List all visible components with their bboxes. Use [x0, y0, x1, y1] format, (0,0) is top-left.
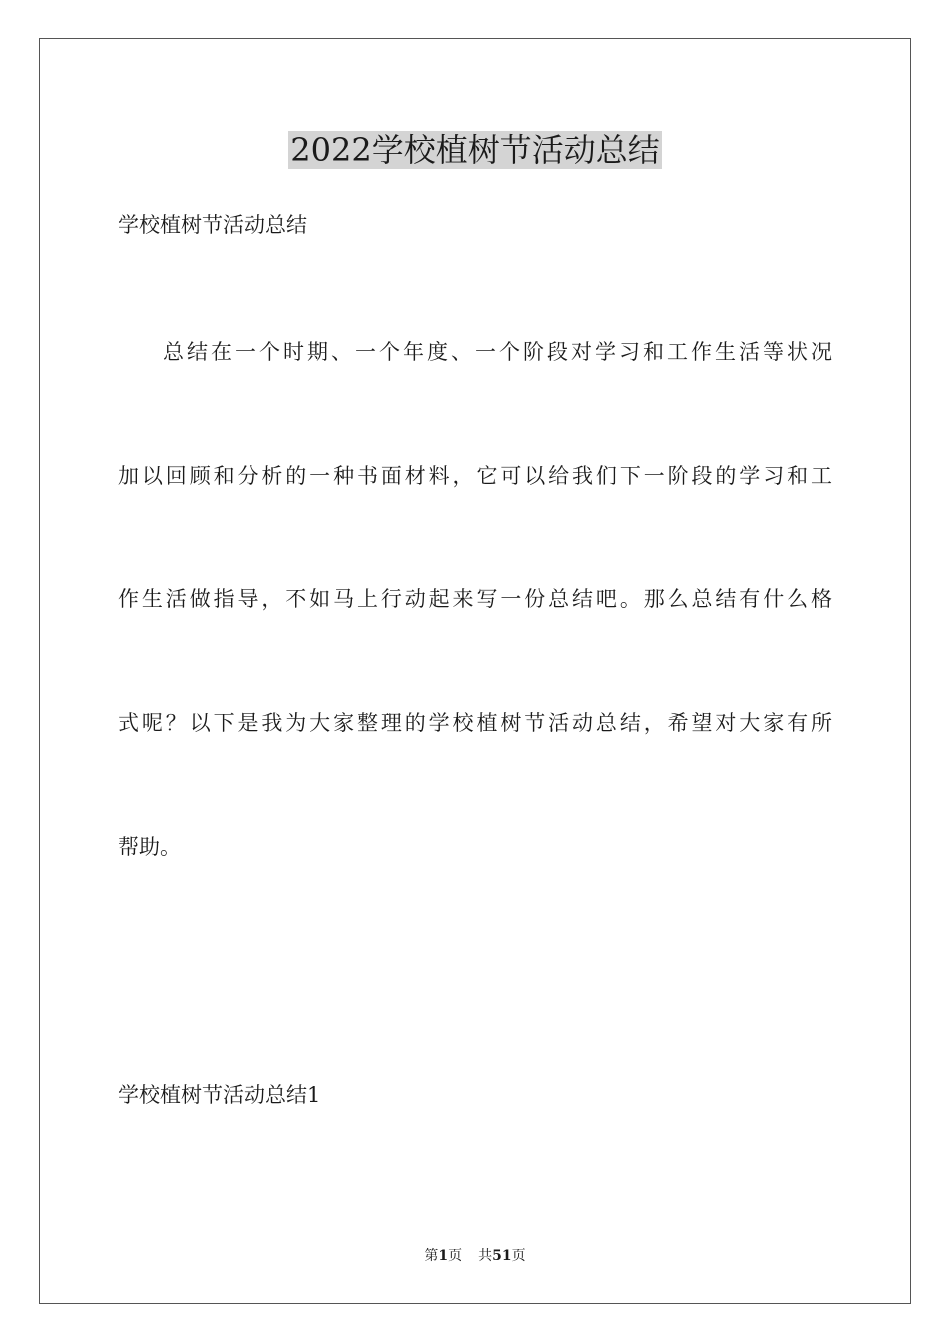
page-footer [0, 1246, 950, 1266]
footer-total-suffix: 页 [511, 1248, 526, 1264]
paragraph-line: 总结在一个时期、一个年度、一个阶段对学习和工作生活等状况 [163, 340, 832, 364]
document-subtitle: 学校植树节活动总结 [118, 213, 307, 237]
section-heading: 学校植树节活动总结1 [118, 1083, 321, 1107]
paragraph-line: 作生活做指导，不如马上行动起来写一份总结吧。那么总结有什么格 [118, 587, 832, 611]
document-title [0, 128, 950, 172]
footer-total-pages: 51 [492, 1248, 512, 1264]
footer-page-suffix: 页 [448, 1248, 463, 1264]
paragraph-line: 式呢？以下是我为大家整理的学校植树节活动总结，希望对大家有所 [118, 711, 832, 735]
footer-page-prefix: 第 [424, 1248, 439, 1264]
footer-page-number: 1 [438, 1248, 449, 1264]
document-title-text: 2022学校植树节活动总结 [290, 131, 660, 169]
paragraph-line: 加以回顾和分析的一种书面材料，它可以给我们下一阶段的学习和工 [118, 464, 832, 488]
footer-total-prefix: 共 [478, 1248, 493, 1264]
paragraph-line: 帮助。 [118, 835, 181, 859]
